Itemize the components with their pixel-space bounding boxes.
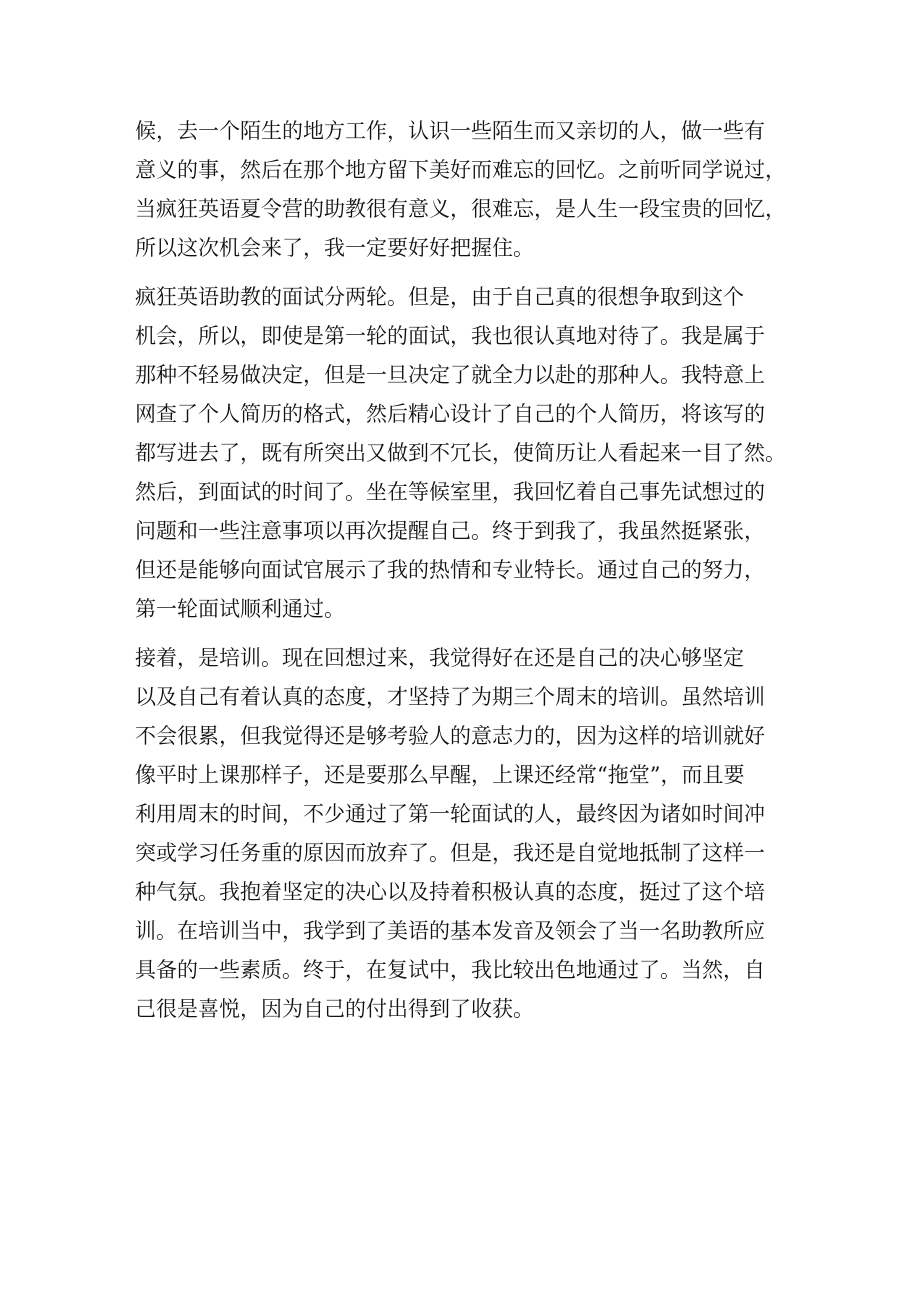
paragraph-2 xyxy=(135,278,805,629)
paragraph-3 xyxy=(135,639,805,1029)
text-line: 然后，到面试的时间了。坐在等候室里，我回忆着自己事先试想过的 xyxy=(135,480,765,504)
text-line: 疯狂英语助教的面试分两轮。但是，由于自己真的很想争取到这个 xyxy=(135,285,744,309)
text-line: 所以这次机会来了，我一定要好好把握住。 xyxy=(135,236,534,260)
text-line: 不会很累，但我觉得还是够考验人的意志力的，因为这样的培训就好 xyxy=(135,724,765,748)
text-line: 种气氛。我抱着坚定的决心以及持着积极认真的态度，挺过了这个培 xyxy=(135,880,765,904)
text-line: 都写进去了，既有所突出又做到不冗长，使简历让人看起来一目了然。 xyxy=(135,441,786,465)
text-line: 训。在培训当中，我学到了美语的基本发音及领会了当一名助教所应 xyxy=(135,919,765,943)
text-line: 网查了个人简历的格式，然后精心设计了自己的个人简历，将该写的 xyxy=(135,402,765,426)
text-line: 但还是能够向面试官展示了我的热情和专业特长。通过自己的努力， xyxy=(135,558,765,582)
text-line: 以及自己有着认真的态度，才坚持了为期三个周末的培训。虽然培训 xyxy=(135,685,765,709)
text-line: 突或学习任务重的原因而放弃了。但是，我还是自觉地抵制了这样一 xyxy=(135,841,765,865)
paragraph-1 xyxy=(135,112,805,268)
text-line: 像平时上课那样子，还是要那么早醒，上课还经常“拖堂”，而且要 xyxy=(135,763,745,787)
text-line: 那种不轻易做决定，但是一旦决定了就全力以赴的那种人。我特意上 xyxy=(135,363,765,387)
text-line: 当疯狂英语夏令营的助教很有意义，很难忘，是人生一段宝贵的回忆， xyxy=(135,197,786,221)
text-line: 己很是喜悦，因为自己的付出得到了收获。 xyxy=(135,997,534,1021)
text-line: 意义的事，然后在那个地方留下美好而难忘的回忆。之前听同学说过， xyxy=(135,158,786,182)
text-line: 第一轮面试顺利通过。 xyxy=(135,597,345,621)
text-line: 机会，所以，即使是第一轮的面试，我也很认真地对待了。我是属于 xyxy=(135,324,765,348)
text-line: 具备的一些素质。终于，在复试中，我比较出色地通过了。当然，自 xyxy=(135,958,765,982)
text-line: 利用周末的时间，不少通过了第一轮面试的人，最终因为诸如时间冲 xyxy=(135,802,765,826)
document-body xyxy=(135,112,805,1039)
text-line: 问题和一些注意事项以再次提醒自己。终于到我了，我虽然挺紧张， xyxy=(135,519,765,543)
text-line: 接着，是培训。现在回想过来，我觉得好在还是自己的决心够坚定 xyxy=(135,646,744,670)
text-line: 候，去一个陌生的地方工作，认识一些陌生而又亲切的人，做一些有 xyxy=(135,119,765,143)
